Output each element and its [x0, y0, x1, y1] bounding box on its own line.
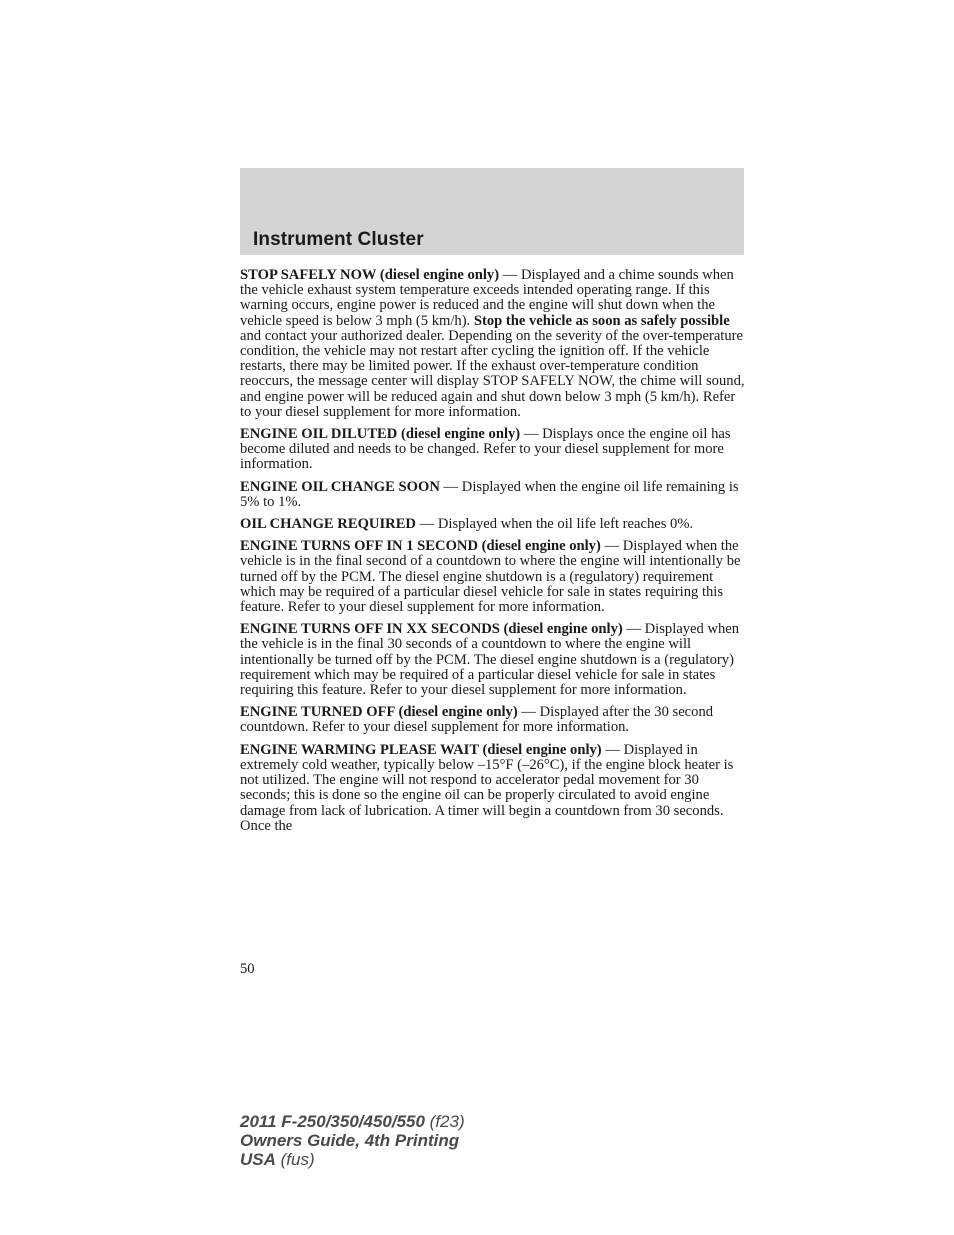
footer-line-model — [240, 1112, 465, 1131]
entry-text: — Displayed after the 30 second countdown. Refer to your diesel supplement for more information. — [240, 704, 714, 736]
footer-region: USA — [240, 1150, 276, 1169]
entry-text: — Displayed when the engine oil life remaining is 5% to 1%. — [240, 478, 739, 510]
entry-engine-turns-off-1-second — [240, 539, 745, 615]
footer-line-region — [240, 1150, 465, 1169]
entry-term: ENGINE TURNED OFF (diesel engine only) — [240, 704, 518, 721]
entry-text: — Displayed and a chime sounds when the vehicle exhaust system temperature exceeds intended operating range. If this warning occurs, engine power is reduced and the engine will shut down when the vehicle speed is below 3 mph (5 km/h). — [240, 267, 734, 329]
footer-model-code: (f23) — [424, 1112, 465, 1131]
entry-text: — Displayed when the oil life left reaches 0%. — [415, 516, 694, 533]
entry-term: OIL CHANGE REQUIRED — [240, 516, 416, 533]
footer-region-code: (fus) — [275, 1150, 315, 1169]
entry-term: ENGINE OIL DILUTED (diesel engine only) — [240, 426, 521, 443]
entry-engine-turned-off — [240, 705, 745, 735]
entry-term: ENGINE TURNS OFF IN 1 SECOND (diesel engine only) — [240, 538, 601, 555]
footer-line-printing: Owners Guide, 4th Printing — [240, 1131, 460, 1150]
section-header-band — [240, 168, 744, 255]
entry-text: — Displayed in extremely cold weather, typically below –15°F (–26°C), if the engine block heater is not utilized. The engine will not respond to accelerator pedal movement for 30 seconds; this is done so the engine oil can be properly circulated to avoid engine damage from lack of lubrication. A timer will begin a countdown from 30 seconds. Once the — [240, 741, 734, 834]
entry-emphasis: Stop the vehicle as soon as safely possible — [473, 312, 730, 329]
entry-engine-turns-off-xx-seconds — [240, 622, 745, 698]
footer-model: 2011 F-250/350/450/550 — [240, 1112, 425, 1131]
entry-stop-safely-now — [240, 268, 745, 420]
entry-term: ENGINE OIL CHANGE SOON — [240, 478, 440, 495]
entry-term: ENGINE TURNS OFF IN XX SECONDS (diesel engine only) — [240, 621, 623, 638]
entry-term: ENGINE WARMING PLEASE WAIT (diesel engine only) — [240, 741, 602, 758]
page-number: 50 — [240, 961, 255, 977]
document-footer — [240, 1112, 465, 1169]
section-title: Instrument Cluster — [253, 229, 424, 250]
entry-oil-change-required — [240, 517, 745, 532]
entry-text: — Displays once the engine oil has become diluted and needs to be changed. Refer to your diesel supplement for more information. — [240, 426, 731, 473]
entry-text: — Displayed when the vehicle is in the final 30 seconds of a countdown to where the engine will intentionally be turned off by the PCM. The diesel engine shutdown is a (regulatory) requirement which may be required of a particular diesel vehicle for sale in states requiring this feature. Refer to your diesel supplement for more information. — [240, 621, 740, 699]
entry-engine-oil-diluted — [240, 427, 745, 473]
entry-text: — Displayed when the vehicle is in the final second of a countdown to where the engine will intentionally be turned off by the PCM. The diesel engine shutdown is a (regulatory) requirement which may be required of a particular diesel vehicle for sale in states requiring this feature. Refer to your diesel supplement for more information. — [240, 538, 741, 616]
body-content — [240, 268, 745, 841]
entry-term: STOP SAFELY NOW (diesel engine only) — [240, 267, 500, 283]
entry-text: and contact your authorized dealer. Depending on the severity of the over-temperature condition, the vehicle may not restart after cycling the ignition off. If the vehicle restarts, there may be limited power. If the exhaust over-temperature condition reoccurs, the message center will display STOP SAFELY NOW, the chime will sound, and engine power will be reduced again and shut down below 3 mph (5 km/h). Refer to your diesel supplement for more information. — [240, 327, 745, 420]
entry-engine-oil-change-soon — [240, 480, 745, 510]
entry-engine-warming — [240, 743, 745, 834]
